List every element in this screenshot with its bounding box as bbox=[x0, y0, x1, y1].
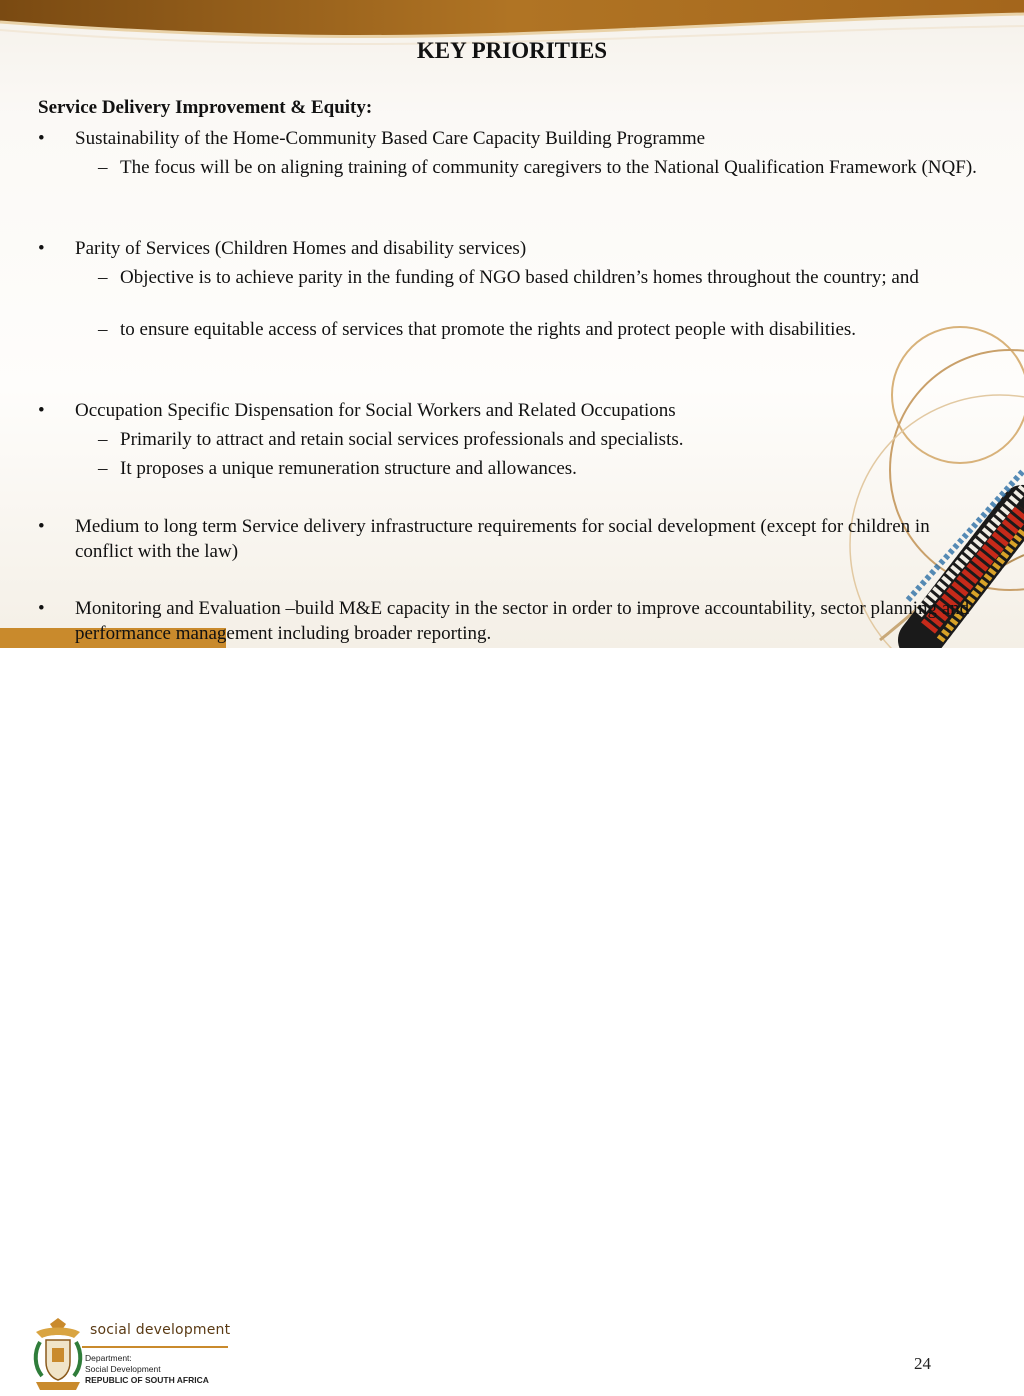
bullet-item-4: Medium to long term Service delivery infrastructure requirements for social development (except for children in conflict with the law) bbox=[75, 516, 930, 562]
dash-marker: – bbox=[98, 157, 108, 178]
bullet-item-2: Parity of Services (Children Homes and disability services) bbox=[75, 238, 527, 259]
country-name: REPUBLIC OF SOUTH AFRICA bbox=[85, 1375, 209, 1385]
page-number: 24 bbox=[914, 1354, 931, 1373]
bullet-marker: • bbox=[38, 598, 45, 619]
slide-title: KEY PRIORITIES bbox=[416, 38, 608, 63]
footer-rule bbox=[82, 1346, 228, 1348]
sub-item-1-1: The focus will be on aligning training of community caregivers to the National Qualification Framework (NQF). bbox=[120, 157, 977, 178]
dept-name: Social Development bbox=[85, 1364, 161, 1374]
bullet-item-3: Occupation Specific Dispensation for Social Workers and Related Occupations bbox=[75, 400, 676, 421]
footer bbox=[0, 648, 1024, 1385]
dept-label: Department: bbox=[85, 1353, 132, 1363]
bullet-marker: • bbox=[38, 516, 45, 537]
dash-marker: – bbox=[98, 319, 108, 340]
sub-item-3-2: It proposes a unique remuneration structure and allowances. bbox=[120, 458, 577, 479]
org-name: social development bbox=[90, 1322, 231, 1338]
bullet-marker: • bbox=[38, 128, 45, 149]
bullet-item-1: Sustainability of the Home-Community Based Care Capacity Building Programme bbox=[75, 128, 706, 149]
slide-content bbox=[0, 0, 1024, 648]
slide-body bbox=[0, 0, 1024, 648]
bullet-marker: • bbox=[38, 238, 45, 259]
bullet-item-5: Monitoring and Evaluation –build M&E capacity in the sector in order to improve accountability, sector planning and performance management including broader reporting. bbox=[75, 598, 970, 644]
sub-item-2-1: Objective is to achieve parity in the funding of NGO based children’s homes throughout the country; and bbox=[120, 267, 919, 288]
sub-item-3-1: Primarily to attract and retain social services professionals and specialists. bbox=[120, 429, 684, 450]
bullet-marker: • bbox=[38, 400, 45, 421]
dash-marker: – bbox=[98, 458, 108, 479]
section-heading: Service Delivery Improvement & Equity: bbox=[38, 97, 373, 118]
dash-marker: – bbox=[98, 429, 108, 450]
dash-marker: – bbox=[98, 267, 108, 288]
sub-item-2-2: to ensure equitable access of services that promote the rights and protect people with disabilities. bbox=[120, 319, 857, 340]
